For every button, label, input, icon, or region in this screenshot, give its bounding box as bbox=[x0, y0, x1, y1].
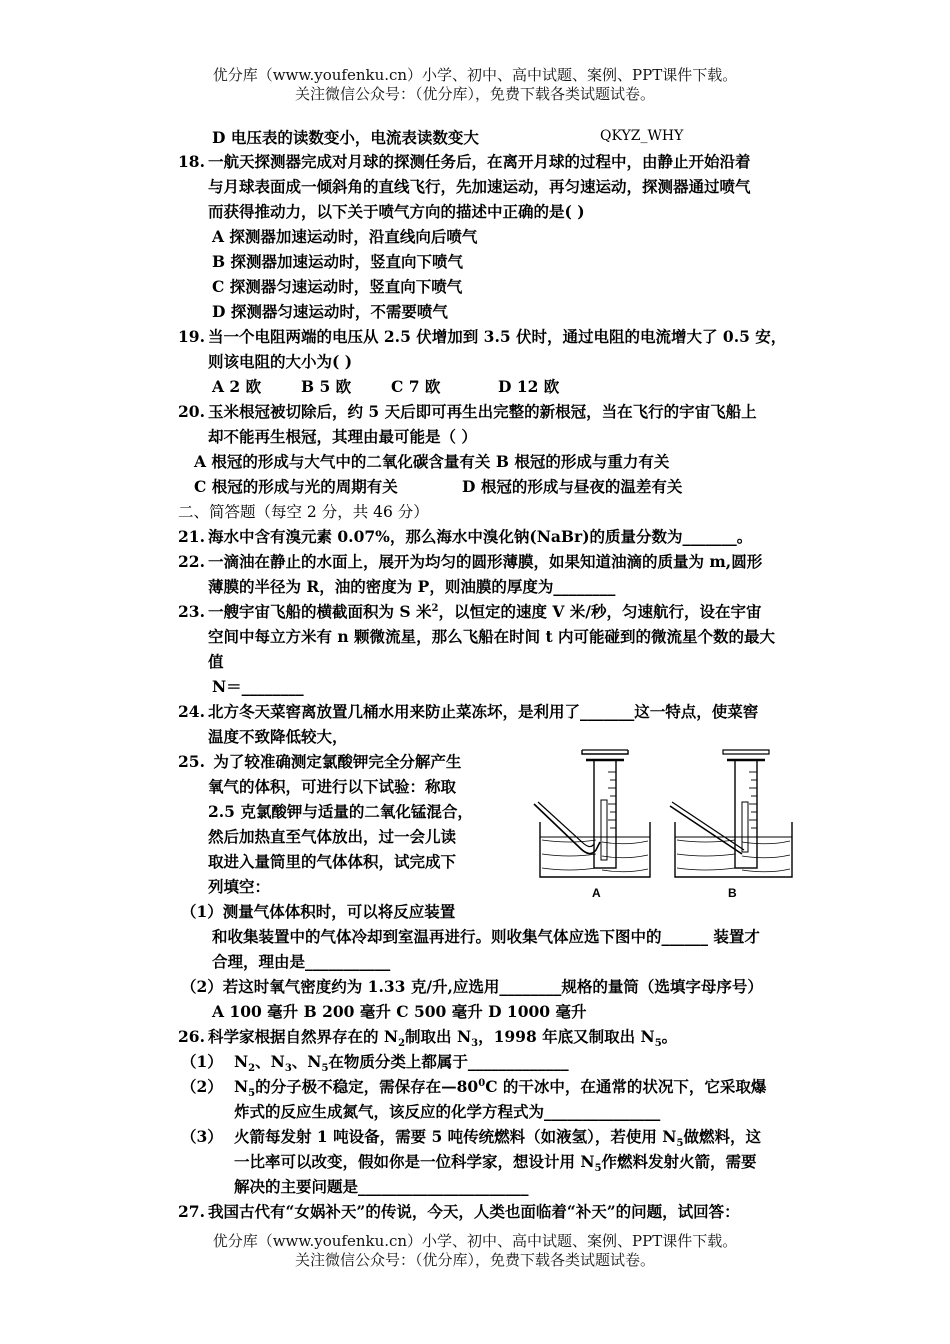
q26-p1-s1: 2 bbox=[248, 1063, 256, 1075]
figure-label-a: A bbox=[592, 886, 601, 900]
q19-line-1 bbox=[178, 327, 786, 347]
q19-option-b: B 5 欧 bbox=[301, 377, 352, 396]
q24-text-1: 北方冬天菜窖离放置几桶水用来防止菜冻坏，是利用了_______这一特点，使菜窖 bbox=[208, 702, 759, 721]
q26-part-3-line-3: 解决的主要问题是______________________ bbox=[234, 1177, 529, 1196]
q25-line-1 bbox=[178, 752, 461, 772]
q22-line-1 bbox=[178, 552, 762, 572]
q26-p2-t2: 的分子极不稳定，需保存在—80 bbox=[255, 1077, 479, 1096]
q23-line-2: 空间中每立方米有 n 颗微流星，那么飞船在时间 t 内可能碰到的微流星个数的最大 bbox=[208, 627, 776, 646]
q25-text-1: 为了较准确测定氯酸钾完全分解产生 bbox=[208, 752, 462, 771]
q19-option-d: D 12 欧 bbox=[498, 377, 560, 396]
figure-label-b: B bbox=[728, 886, 737, 900]
q20-option-c: C 根冠的形成与光的周期有关 bbox=[194, 477, 398, 496]
q20-options-ab: A 根冠的形成与大气中的二氧化碳含量有关 B 根冠的形成与重力有关 bbox=[194, 452, 670, 471]
q23-text-1a: 一艘宇宙飞船的横截面积为 S 米 bbox=[208, 602, 432, 621]
q19-option-a: A 2 欧 bbox=[212, 377, 262, 396]
q26-t2: 制取出 N bbox=[405, 1027, 472, 1046]
q26-part-2-line-2: 炸式的反应生成氮气，该反应的化学方程式为_______________ bbox=[234, 1102, 661, 1121]
q26-p1-t1: N bbox=[234, 1052, 249, 1071]
q18-option-d: D 探测器匀速运动时，不需要喷气 bbox=[212, 302, 448, 321]
q18-line-2: 与月球表面成一倾斜角的直线飞行，先加速运动，再匀速运动，探测器通过喷气 bbox=[208, 177, 751, 196]
q26-s3: 5 bbox=[654, 1038, 662, 1050]
q26-number: 26. bbox=[178, 1027, 205, 1046]
q19-text-1: 当一个电阻两端的电压从 2.5 伏增加到 3.5 伏时，通过电阻的电流增大了 0.5 安， bbox=[208, 327, 787, 346]
page-header bbox=[0, 66, 950, 104]
q26-part-3-number: （3） bbox=[181, 1127, 223, 1146]
q21-number: 21. bbox=[178, 527, 205, 546]
q26-p3-t1: 火箭每发射 1 吨设备，需要 5 吨传统燃料（如液氢），若使用 N bbox=[234, 1127, 677, 1146]
q24-line-2: 温度不致降低较大， bbox=[208, 727, 348, 746]
q26-part-3-line-2 bbox=[234, 1152, 757, 1175]
q26-t4: 。 bbox=[661, 1027, 678, 1046]
q26-p2-sup: 0 bbox=[478, 1077, 486, 1089]
q25-line-6: 列填空： bbox=[208, 877, 271, 896]
q26-t1: 科学家根据自然界存在的 N bbox=[208, 1027, 399, 1046]
q22-number: 22. bbox=[178, 552, 205, 571]
q26-s1: 2 bbox=[398, 1038, 406, 1050]
q22-text-1: 一滴油在静止的水面上，展开为均匀的圆形薄膜，如果知道油滴的质量为 m,圆形 bbox=[208, 552, 763, 571]
q26-p3-t3: 一比率可以改变，假如你是一位科学家，想设计用 N bbox=[234, 1152, 595, 1171]
q18-option-b: B 探测器加速运动时，竖直向下喷气 bbox=[212, 252, 463, 271]
q26-line-1 bbox=[178, 1027, 678, 1050]
q26-p3-t2: 做燃料，这 bbox=[683, 1127, 761, 1146]
q18-line-3: 而获得推动力，以下关于喷气方向的描述中正确的是( ) bbox=[208, 202, 585, 221]
q26-part-1-number: （1） bbox=[181, 1052, 223, 1071]
q25-line-5: 取进入量筒里的气体体积，试完成下 bbox=[208, 852, 457, 871]
q26-part-1 bbox=[234, 1052, 569, 1075]
q26-p1-s3: 5 bbox=[321, 1063, 329, 1075]
apparatus-a bbox=[534, 750, 650, 900]
q26-t3: ，1998 年底又制取出 N bbox=[478, 1027, 655, 1046]
q24-number: 24. bbox=[178, 702, 205, 721]
q19-line-2: 则该电阻的大小为( ) bbox=[208, 352, 353, 371]
q25-part-1a: （1）测量气体体积时，可以将反应装置 bbox=[181, 902, 456, 921]
q25-part-2: （2）若这时氧气密度约为 1.33 克/升,应选用________规格的量筒（选填字母序号） bbox=[181, 977, 763, 996]
q26-p1-t4: 在物质分类上都属于_____________ bbox=[328, 1052, 569, 1071]
q25-line-3: 2.5 克氯酸钾与适量的二氧化锰混合， bbox=[208, 802, 473, 821]
q26-p2-t1: N bbox=[234, 1077, 249, 1096]
q23-line-1 bbox=[178, 602, 761, 622]
q25-apparatus-figure bbox=[530, 742, 810, 902]
q19-option-c: C 7 欧 bbox=[391, 377, 441, 396]
q23-superscript: 2 bbox=[431, 602, 439, 614]
q21-text-1: 海水中含有溴元素 0.07%，那么海水中溴化钠(NaBr)的质量分数为_______。 bbox=[208, 527, 753, 546]
q25-part-1c: 合理，理由是___________ bbox=[212, 952, 391, 971]
q20-line-2: 却不能再生根冠，其理由最可能是（ ） bbox=[208, 427, 477, 446]
q26-p1-t3: 、N bbox=[291, 1052, 322, 1071]
section-2-heading: 二、简答题（每空 2 分，共 46 分） bbox=[178, 503, 429, 521]
q26-p1-s2: 3 bbox=[284, 1063, 292, 1075]
header-line-2: 关注微信公众号：（优分库），免费下载各类试题试卷。 bbox=[294, 85, 655, 103]
q20-line-1 bbox=[178, 402, 757, 422]
q26-s2: 3 bbox=[471, 1038, 479, 1050]
footer-line-1: 优分库（www.youfenku.cn）小学、初中、高中试题、案例、PPT课件下载。 bbox=[212, 1232, 738, 1250]
q19-number: 19. bbox=[178, 327, 205, 346]
q22-line-2: 薄膜的半径为 R，油的密度为 P，则油膜的厚度为________ bbox=[208, 577, 616, 596]
q27-line-1 bbox=[178, 1202, 740, 1222]
q25-number: 25. bbox=[178, 752, 205, 771]
q20-number: 20. bbox=[178, 402, 205, 421]
q20-option-d: D 根冠的形成与昼夜的温差有关 bbox=[462, 477, 683, 496]
q23-line-4: N＝________ bbox=[212, 677, 304, 696]
q23-line-3: 值 bbox=[208, 652, 224, 671]
q27-number: 27. bbox=[178, 1202, 205, 1221]
q18-line-1 bbox=[178, 152, 751, 172]
q26-p3-t4: 作燃料发射火箭，需要 bbox=[601, 1152, 757, 1171]
q25-options: A 100 毫升 B 200 毫升 C 500 毫升 D 1000 毫升 bbox=[212, 1002, 587, 1021]
q17-option-d: D 电压表的读数变小，电流表读数变大 bbox=[212, 128, 479, 147]
q24-line-1 bbox=[178, 702, 758, 722]
footer-line-2: 关注微信公众号：（优分库），免费下载各类试题试卷。 bbox=[294, 1251, 655, 1269]
q26-p3-s1: 5 bbox=[676, 1138, 684, 1150]
q25-line-2: 氧气的体积，可进行以下试验：称取 bbox=[208, 777, 457, 796]
q18-option-c: C 探测器匀速运动时，竖直向下喷气 bbox=[212, 277, 463, 296]
header-line-1: 优分库（www.youfenku.cn）小学、初中、高中试题、案例、PPT课件下载。 bbox=[212, 66, 738, 84]
page-footer bbox=[0, 1232, 950, 1270]
q23-number: 23. bbox=[178, 602, 205, 621]
q21-line-1 bbox=[178, 527, 752, 547]
apparatus-b bbox=[670, 750, 792, 900]
q18-option-a: A 探测器加速运动时，沿直线向后喷气 bbox=[212, 227, 478, 246]
q18-number: 18. bbox=[178, 152, 205, 171]
q20-text-1: 玉米根冠被切除后，约 5 天后即可再生出完整的新根冠，当在飞行的宇宙飞船上 bbox=[208, 402, 757, 421]
q26-p2-s1: 5 bbox=[248, 1088, 256, 1100]
q26-p3-s2: 5 bbox=[594, 1163, 602, 1175]
q18-text-1: 一航天探测器完成对月球的探测任务后，在离开月球的过程中，由静止开始沿着 bbox=[208, 152, 751, 171]
q25-part-1b: 和收集装置中的气体冷却到室温再进行。则收集气体应选下图中的______ 装置才 bbox=[212, 927, 760, 946]
q26-p1-t2: 、N bbox=[255, 1052, 285, 1071]
q26-p2-t3: C 的干冰中，在通常的状况下，它采取爆 bbox=[485, 1077, 767, 1096]
q26-part-3-line-1 bbox=[234, 1127, 761, 1150]
q26-part-2-number: （2） bbox=[181, 1077, 223, 1096]
q26-part-2-line-1 bbox=[234, 1077, 767, 1100]
q27-text-1: 我国古代有“女娲补天”的传说，今天，人类也面临着“补天”的问题，试回答： bbox=[208, 1202, 740, 1221]
watermark-tag: QKYZ_WHY bbox=[600, 128, 684, 144]
q25-line-4: 然后加热直至气体放出，过一会儿读 bbox=[208, 827, 457, 846]
q23-text-1b: ，以恒定的速度 V 米/秒，匀速航行，设在宇宙 bbox=[438, 602, 762, 621]
